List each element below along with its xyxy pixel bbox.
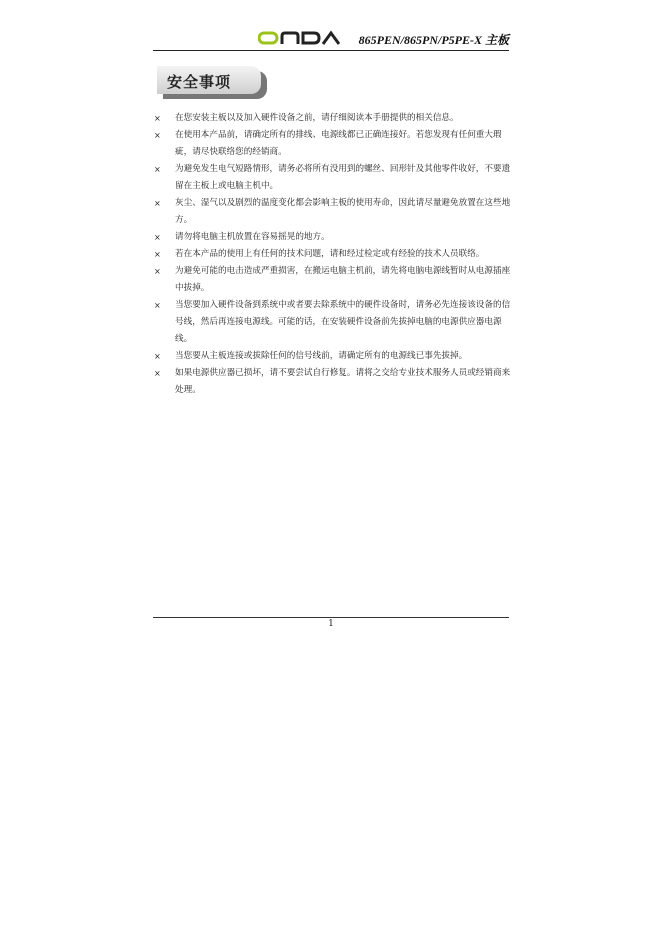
note-text: 请勿将电脑主机放置在容易摇晃的地方。: [175, 232, 330, 242]
section-heading-banner: [157, 66, 269, 100]
safety-note: [153, 365, 511, 399]
note-text: 灰尘、湿气以及剧烈的温度变化都会影响主板的使用寿命，因此请尽量避免放置在这些地方。: [175, 198, 511, 225]
safety-note: [153, 263, 511, 297]
note-text: 若在本产品的使用上有任何的技术问题，请和经过检定或有经验的技术人员联络。: [175, 249, 485, 259]
cross-bullet-icon: ×: [154, 369, 161, 378]
cross-bullet-icon: ×: [154, 199, 161, 208]
safety-note: [153, 127, 511, 161]
cross-bullet-icon: ×: [154, 165, 161, 174]
safety-notes-list: [153, 110, 511, 399]
safety-note: [153, 246, 511, 263]
safety-note: [153, 348, 511, 365]
note-text: 为避免发生电气短路情形，请务必将所有没用到的螺丝、回形针及其他零件收好，不要遗留在主板上或电脑主机中。: [175, 164, 511, 191]
safety-note: [153, 229, 511, 246]
safety-note: [153, 110, 511, 127]
onda-logo: [258, 30, 340, 46]
document-title: 865PEN/865PN/P5PE-X 主板: [358, 33, 509, 47]
section-title: 安全事项: [167, 73, 232, 91]
cross-bullet-icon: ×: [154, 267, 161, 276]
safety-note: [153, 297, 511, 348]
note-text: 为避免可能的电击造成严重损害，在搬运电脑主机前，请先将电脑电源线暂时从电源插座中拔掉。: [175, 266, 511, 293]
note-text: 如果电源供应器已损坏，请不要尝试自行修复。请将之交给专业技术服务人员或经销商来处理。: [175, 368, 511, 395]
note-text: 当您要加入硬件设备到系统中或者要去除系统中的硬件设备时，请务必先连接该设备的信号线，然后再连接电源线。可能的话，在安装硬件设备前先拔掉电脑的电源供应器电源线。: [175, 300, 511, 344]
page-header: [153, 26, 509, 51]
cross-bullet-icon: ×: [154, 250, 161, 259]
cross-bullet-icon: ×: [154, 233, 161, 242]
note-text: 在您安装主板以及加入硬件设备之前，请仔细阅读本手册提供的相关信息。: [175, 113, 459, 123]
note-text: 在使用本产品前，请确定所有的排线、电源线都已正确连接好。若您发现有任何重大瑕疵，请尽快联络您的经销商。: [175, 130, 502, 157]
cross-bullet-icon: ×: [154, 131, 161, 140]
cross-bullet-icon: ×: [154, 114, 161, 123]
footer-divider: [153, 617, 509, 618]
page-number: 1: [328, 619, 334, 629]
cross-bullet-icon: ×: [154, 301, 161, 310]
safety-note: [153, 195, 511, 229]
cross-bullet-icon: ×: [154, 352, 161, 361]
safety-note: [153, 161, 511, 195]
note-text: 当您要从主板连接或拔除任何的信号线前，请确定所有的电源线已事先拔掉。: [175, 351, 468, 361]
